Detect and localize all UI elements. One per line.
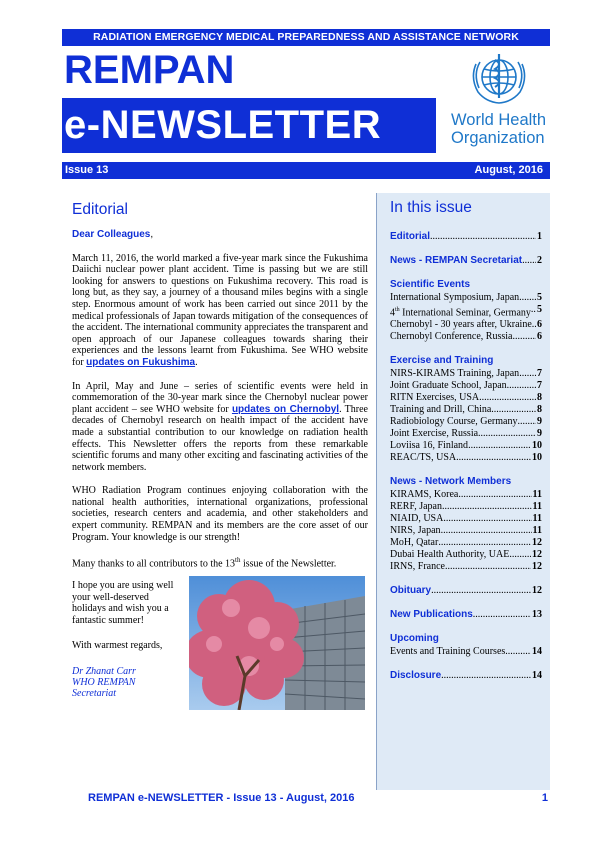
editorial-greeting: Dear Colleagues, xyxy=(72,229,154,240)
issue-date: August, 2016 xyxy=(474,164,543,176)
editorial-paragraph-1: March 11, 2016, the world marked a five-year mark since the Fukushima Daiichi nuclear power plant accident. Time is passing but we are still looking for answers to questions on Fukushima recovery. This road is long but, as they say, a journey of a thousand miles begins with a single step. Enormous amount of work has been carried out since 2011 by the medical professionals of Japan towards mitigation of the consequences of the accident. The international community appreciates the transparent and open approach of our Japanese colleagues towards sharing their experiences and the lessons learnt from Fukushima. See WHO website for updates on Fukushima. xyxy=(72,252,368,368)
toc-entry[interactable]: International Symposium, Japan ..... 5 xyxy=(390,292,542,304)
editorial-body xyxy=(62,229,368,710)
toc-entry[interactable]: Editorial ..... 1 xyxy=(390,231,542,243)
toc-group-secretariat xyxy=(390,255,542,267)
toc-entry[interactable]: 4th International Seminar, Germany ..... 5 xyxy=(390,304,542,319)
toc-group-title: Upcoming xyxy=(390,633,439,645)
cherry-blossom-photo xyxy=(189,576,365,710)
toc-entry[interactable]: NIRS-KIRAMS Training, Japan ..... 7 xyxy=(390,368,542,380)
closing-wish: I hope you are using well your well-deserved holidays and wish you a fantastic summer! xyxy=(72,580,174,626)
fukushima-updates-link[interactable]: updates on Fukushima xyxy=(86,356,196,368)
network-banner: RADIATION EMERGENCY MEDICAL PREPAREDNESS AND ASSISTANCE NETWORK xyxy=(62,29,550,46)
toc-entry[interactable]: New Publications ..... 13 xyxy=(390,609,542,621)
who-emblem-icon xyxy=(466,52,532,106)
toc-entry[interactable]: Obituary ..... 12 xyxy=(390,585,542,597)
editorial-paragraph-3: WHO Radiation Program continues enjoying collaboration with the national health authorities, international organizations, professional societies, research centers and academia, and other stakeholders and expert community. REMPAN and its members are the core asset of our Program. Your knowledge is our strength! xyxy=(72,485,368,543)
toc-entry[interactable]: Joint Graduate School, Japan ..... 7 xyxy=(390,380,542,392)
toc-entry[interactable]: IRNS, France ..... 12 xyxy=(390,561,542,573)
editorial-heading: Editorial xyxy=(72,201,128,218)
toc-entry[interactable]: KIRAMS, Korea ..... 11 xyxy=(390,489,542,501)
toc-entry[interactable]: Events and Training Courses ..... 14 xyxy=(390,646,542,658)
chernobyl-updates-link[interactable]: updates on Chernobyl xyxy=(231,403,340,415)
toc-group-title: News - Network Members xyxy=(390,476,512,488)
toc-group-obituary xyxy=(390,585,542,597)
editorial-paragraph-2: In April, May and June – series of scientific events were held in commemoration of the 30-year mark since the Chernobyl nuclear power plant accident – see WHO website for updates on Chernobyl. Three decades of Chernobyl research on health impact of the accident have made a substantial contribution to our knowledge on radiation health effects. This Newsletter offers the reports from these remarkable scientific forums and many other exciting and fascinating activities of the network members. xyxy=(72,380,368,473)
who-wordmark: World Health Organization xyxy=(451,111,547,147)
page-footer xyxy=(88,792,550,804)
toc-entry[interactable]: Dubai Health Authority, UAE ..... 12 xyxy=(390,549,542,561)
issue-bar xyxy=(62,162,550,179)
page-number: 1 xyxy=(541,792,548,804)
toc-heading: In this issue xyxy=(390,199,472,216)
toc-group-upcoming xyxy=(390,633,542,658)
issue-number: Issue 13 xyxy=(65,164,109,176)
toc-entry[interactable]: News - REMPAN Secretariat ..... 2 xyxy=(390,255,542,267)
toc-entry[interactable]: Radiobiology Course, Germany ..... 9 xyxy=(390,416,542,428)
toc-group-title: Exercise and Training xyxy=(390,355,494,367)
toc-entry[interactable]: RERF, Japan ..... 11 xyxy=(390,501,542,513)
toc-entry[interactable]: REAC/TS, USA ..... 10 xyxy=(390,452,542,464)
toc-group-title: Scientific Events xyxy=(390,279,471,290)
masthead-title: REMPAN xyxy=(64,48,235,92)
toc-entry[interactable]: RITN Exercises, USA ..... 8 xyxy=(390,392,542,404)
editorial-column xyxy=(62,193,368,710)
closing-regards: With warmest regards, xyxy=(72,640,163,652)
toc-entry[interactable]: Loviisa 16, Finland ..... 10 xyxy=(390,440,542,452)
closing-row xyxy=(72,580,368,710)
toc-entry[interactable]: NIAID, USA ..... 11 xyxy=(390,513,542,525)
toc-entry[interactable]: NIRS, Japan ..... 11 xyxy=(390,525,542,537)
signature: Dr Zhanat Carr WHO REMPAN Secretariat xyxy=(72,666,136,700)
masthead-subtitle: e-NEWSLETTER xyxy=(62,98,436,153)
toc-entry[interactable]: Disclosure ..... 14 xyxy=(390,670,542,682)
toc-entry[interactable]: Chernobyl Conference, Russia ..... 6 xyxy=(390,331,542,343)
toc-entry[interactable]: Chernobyl - 30 years after, Ukraine ..... 6 xyxy=(390,319,542,331)
toc-panel xyxy=(376,193,550,790)
footer-title: REMPAN e-NEWSLETTER - Issue 13 - August, 2016 xyxy=(88,792,355,804)
editorial-paragraph-4: Many thanks to all contributors to the 13th issue of the Newsletter. xyxy=(72,556,337,570)
toc-entry[interactable]: Training and Drill, China ..... 8 xyxy=(390,404,542,416)
toc-group-disclosure xyxy=(390,670,542,682)
toc-entry[interactable]: Joint Exercise, Russia ..... 9 xyxy=(390,428,542,440)
toc-group-publications xyxy=(390,609,542,621)
toc-group-members xyxy=(390,476,542,573)
toc-entry[interactable]: MoH, Qatar ..... 12 xyxy=(390,537,542,549)
toc-group-exercise xyxy=(390,355,542,464)
toc-group-editorial xyxy=(390,231,542,243)
toc-group-scientific xyxy=(390,279,542,343)
